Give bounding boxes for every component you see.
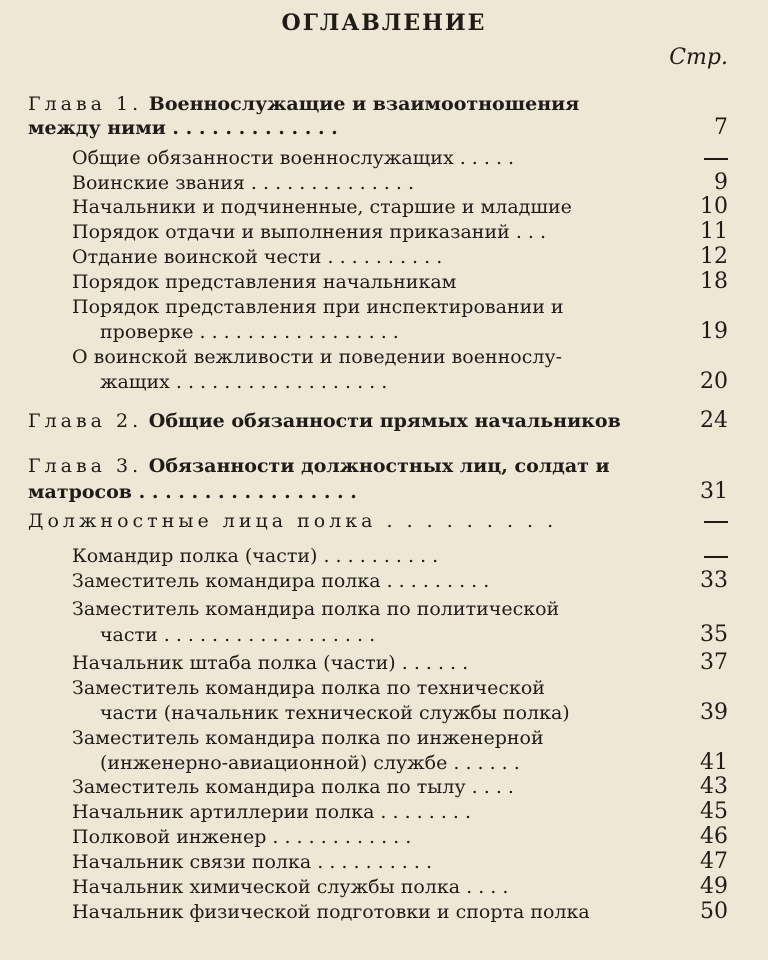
entry-title: Порядок отдачи и выполнения приказаний . . . [72,221,547,243]
chapter-prefix: Глава 1. [28,93,143,115]
entry-title: Командир полка (части) . . . . . . . . . . [72,545,439,567]
entry-title: Начальник химической службы полка . . . . [72,876,509,898]
page-number: 50 [700,899,728,924]
entry-title: Начальник физической подготовки и спорта полка [72,901,590,923]
page-dash [704,521,728,523]
entry-title: проверке . . . . . . . . . . . . . . . . . [100,321,399,343]
page-number: 24 [700,408,728,433]
entry-title: части . . . . . . . . . . . . . . . . . . [100,624,376,646]
page-dash [704,556,728,558]
entry-title: части (начальник технической службы полка) [100,702,570,724]
page-number: 46 [700,824,728,849]
page-number: 49 [700,874,728,899]
page-dash [704,158,728,160]
entry-title: Заместитель командира полка по тылу . . . . [72,776,514,798]
entry-title: Заместитель командира полка . . . . . . . . . [72,570,490,592]
entry-title: Отдание воинской чести . . . . . . . . . . [72,246,443,268]
entry-title: (инженерно-авиационной) службе . . . . . . [100,752,520,774]
entry-title: Начальник связи полка . . . . . . . . . . [72,851,432,873]
page-number: 39 [700,700,728,725]
chapter-title: Военнослужащие и взаимоотношения [148,93,580,115]
page-number: 41 [700,750,728,775]
page-number: 11 [700,219,728,244]
entry-title: Полковой инженер . . . . . . . . . . . . [72,826,412,848]
entry-title: Порядок представления при инспектировании и [72,296,564,318]
page-number: 43 [700,774,728,799]
chapter-title-cont: между ними . . . . . . . . . . . . . [28,117,338,139]
page-number: 9 [714,170,728,195]
page-number: 19 [700,319,728,344]
entry-title: Начальник артиллерии полка . . . . . . . . [72,801,472,823]
page-number: 35 [700,622,728,647]
chapter-prefix: Глава 3. [28,455,143,477]
entry-title: Заместитель командира полка по политической [72,598,560,620]
page-number: 20 [700,369,728,394]
page-number: 33 [700,568,728,593]
page-number: 47 [700,849,728,874]
page-number: 12 [700,244,728,269]
page-number: 18 [700,269,728,294]
page-title: ОГЛАВЛЕНИЕ [281,10,487,36]
page-number: 10 [700,194,728,219]
entry-title: Начальники и подчиненные, старшие и младшие [72,196,572,218]
entry-title: Порядок представления начальникам [72,271,457,293]
entry-title: Заместитель командира полка по технической [72,677,545,699]
page-number: 37 [700,650,728,675]
chapter-title: Общие обязанности прямых начальников [148,410,621,432]
entry-title: Начальник штаба полка (части) . . . . . . [72,652,469,674]
chapter-prefix: Глава 2. [28,410,143,432]
entry-title: Воинские звания . . . . . . . . . . . . . . [72,172,414,194]
page-column-label: Стр. [669,45,728,70]
section-title: Должностные лица полка . . . . . . . . . [28,510,558,532]
entry-title: Заместитель командира полка по инженерной [72,727,544,749]
page-number: 7 [714,115,728,140]
entry-title: О воинской вежливости и поведении военнослу- [72,346,563,368]
page-number: 45 [700,799,728,824]
entry-title: Общие обязанности военнослужащих . . . . . [72,147,515,169]
chapter-title-cont: матросов . . . . . . . . . . . . . . . . . [28,481,357,503]
entry-title: жащих . . . . . . . . . . . . . . . . . . [100,371,388,393]
page-number: 31 [700,479,728,504]
chapter-title: Обязанности должностных лиц, солдат и [148,455,610,477]
